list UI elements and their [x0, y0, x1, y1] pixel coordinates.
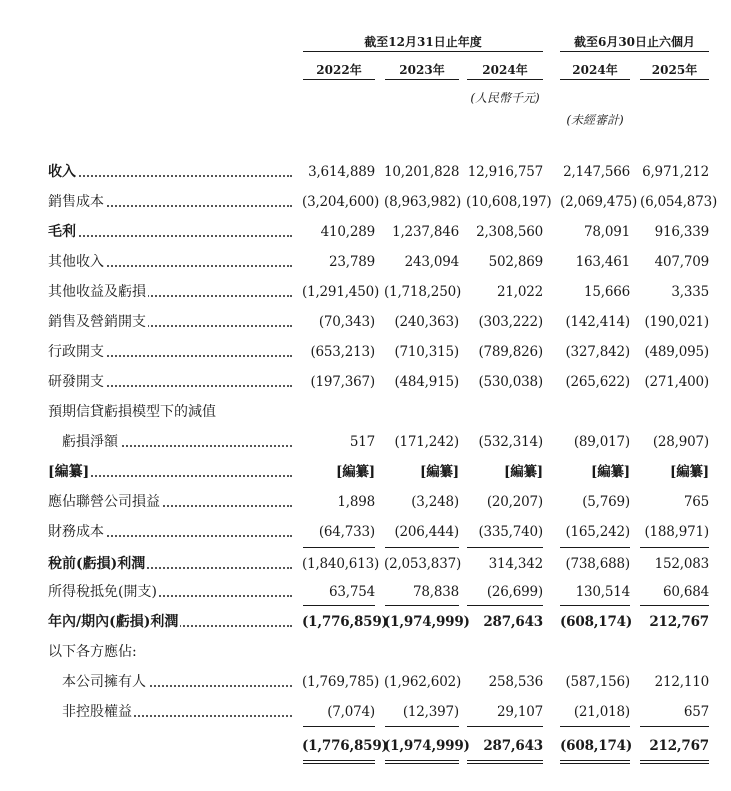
row-non-controlling [0, 700, 731, 724]
cell-value: (608,174) [560, 614, 633, 630]
subtotal-rule-b2 [385, 605, 459, 606]
row-finance-costs [0, 520, 731, 544]
cell-value: (2,053,837) [384, 556, 462, 572]
cell-value: (532,314) [478, 434, 543, 450]
cell-value: (738,688) [565, 556, 630, 572]
cell-value: (1,974,999) [384, 614, 470, 630]
total-double-rule-b2 [385, 763, 459, 764]
cell-value: 60,684 [662, 584, 709, 600]
row-label: [編纂] [48, 460, 292, 484]
row-selling-marketing [0, 310, 731, 334]
cell-value: 63,754 [328, 584, 375, 600]
cell-value: (1,776,859) [302, 738, 388, 754]
cell-value: (530,038) [478, 374, 543, 390]
total-top-rule-5 [640, 726, 709, 727]
total-double-rule-a4 [560, 760, 630, 761]
row-admin-expenses [0, 340, 731, 364]
row-cost-of-sales [0, 190, 731, 214]
cell-value: 130,514 [575, 584, 630, 600]
total-double-rule-b4 [560, 763, 630, 764]
header-group-annual-rule [303, 51, 543, 52]
subtotal-rule-b5 [640, 605, 709, 606]
cell-value: (2,069,475) [560, 194, 638, 210]
cell-value: (3,204,600) [302, 194, 380, 210]
cell-value: 78,838 [412, 584, 459, 600]
cell-value: 916,339 [654, 224, 709, 240]
cell-value: 287,643 [483, 738, 543, 754]
cell-value: (188,971) [644, 524, 709, 540]
header-rule-3 [467, 79, 543, 80]
cell-value: 1,898 [337, 494, 375, 510]
cell-value: [編纂] [420, 464, 459, 480]
cell-value: (271,400) [644, 374, 709, 390]
total-top-rule-1 [303, 726, 375, 727]
cell-value: 78,091 [583, 224, 630, 240]
total-double-rule-a3 [467, 760, 543, 761]
cell-value: (190,021) [644, 314, 709, 330]
cell-value: 212,110 [654, 674, 709, 690]
row-label: 研發開支 [48, 370, 292, 394]
cell-value: (7,074) [327, 704, 375, 720]
cell-value: (1,769,785) [302, 674, 380, 690]
cell-value: 410,289 [320, 224, 375, 240]
cell-value: (1,291,450) [302, 284, 380, 300]
header-year-2022: 2022年 [316, 63, 362, 77]
cell-value: (1,974,999) [384, 738, 470, 754]
cell-value: 21,022 [496, 284, 543, 300]
total-double-rule-a5 [640, 760, 709, 761]
cell-value: (8,963,982) [384, 194, 462, 210]
cell-value: (165,242) [565, 524, 630, 540]
cell-value: (6,054,873) [640, 194, 718, 210]
unit-note: (人民幣千元) [470, 91, 540, 105]
cell-value: (12,397) [402, 704, 459, 720]
cell-value: 23,789 [328, 254, 375, 270]
cell-value: 258,536 [488, 674, 543, 690]
header-rule-4 [560, 79, 630, 80]
cell-value: (335,740) [478, 524, 543, 540]
cell-value: (142,414) [565, 314, 630, 330]
cell-value: (10,608,197) [466, 194, 552, 210]
cell-value: [編纂] [336, 464, 375, 480]
row-redacted [0, 460, 731, 484]
row-label: 其他收入 [48, 250, 292, 274]
row-pretax-profit [0, 552, 731, 576]
total-top-rule-3 [467, 726, 543, 727]
row-label: 所得稅抵免(開支) [48, 580, 292, 604]
row-label: 本公司擁有人 [62, 670, 292, 694]
cell-value: 6,971,212 [642, 164, 709, 180]
row-rd-expenses [0, 370, 731, 394]
row-impairment-heading [0, 400, 731, 424]
row-other-income [0, 250, 731, 274]
cell-value: (587,156) [565, 674, 630, 690]
header-rule-5 [640, 79, 709, 80]
header-year-2024: 2024年 [482, 63, 528, 77]
cell-value: 1,237,846 [392, 224, 459, 240]
cell-value: 163,461 [575, 254, 630, 270]
row-other-gains-losses [0, 280, 731, 304]
cell-value: (3,248) [411, 494, 459, 510]
cell-value: (21,018) [573, 704, 630, 720]
cell-value: (484,915) [394, 374, 459, 390]
cell-value: (206,444) [394, 524, 459, 540]
total-top-rule-4 [560, 726, 630, 727]
cell-value: (1,962,602) [384, 674, 462, 690]
row-impairment-net [0, 430, 731, 454]
total-double-rule-b1 [303, 763, 375, 764]
row-income-tax [0, 580, 731, 604]
cell-value: 2,308,560 [476, 224, 543, 240]
header-period-2024: 2024年 [572, 63, 618, 77]
header-rule-2 [385, 79, 459, 80]
row-revenue [0, 160, 731, 184]
cell-value: (26,699) [486, 584, 543, 600]
subtotal-rule-b3 [467, 605, 543, 606]
header-rule-1 [303, 79, 375, 80]
cell-value: (28,907) [652, 434, 709, 450]
row-label: 行政開支 [48, 340, 292, 364]
total-double-rule-a1 [303, 760, 375, 761]
row-label: 非控股權益 [62, 700, 292, 724]
cell-value: [編纂] [591, 464, 630, 480]
cell-value: (5,769) [582, 494, 630, 510]
cell-value: 10,201,828 [384, 164, 460, 180]
cell-value: 12,916,757 [467, 164, 543, 180]
cell-value: 152,083 [654, 556, 709, 572]
row-label: 稅前(虧損)利潤 [48, 552, 292, 576]
row-net-profit [0, 610, 731, 634]
cell-value: 243,094 [404, 254, 459, 270]
cell-value: 502,869 [488, 254, 543, 270]
subtotal-rule-b4 [560, 605, 630, 606]
row-gross-profit [0, 220, 731, 244]
cell-value: 407,709 [654, 254, 709, 270]
cell-value: 3,335 [671, 284, 709, 300]
cell-value: (608,174) [560, 738, 633, 754]
cell-value: (653,213) [310, 344, 375, 360]
total-top-rule-2 [385, 726, 459, 727]
subtotal-rule-5 [640, 547, 709, 548]
cell-value: (240,363) [394, 314, 459, 330]
subtotal-rule-b1 [303, 605, 375, 606]
header-year-2023: 2023年 [399, 63, 445, 77]
cell-value: 2,147,566 [563, 164, 630, 180]
subtotal-rule-4 [560, 547, 630, 548]
cell-value: (489,095) [644, 344, 709, 360]
row-label: 財務成本 [48, 520, 292, 544]
header-group-interim-rule [560, 51, 709, 52]
row-label: 銷售成本 [48, 190, 292, 214]
row-label: 毛利 [48, 220, 292, 244]
cell-value: 29,107 [496, 704, 543, 720]
row-owners [0, 670, 731, 694]
row-label: 預期信貸虧損模型下的減值 [48, 404, 216, 420]
header-group-annual: 截至12月31日止年度 [364, 35, 482, 49]
row-attributable-heading [0, 640, 731, 664]
total-double-rule-a2 [385, 760, 459, 761]
cell-value: (197,367) [310, 374, 375, 390]
cell-value: (1,718,250) [384, 284, 462, 300]
cell-value: 3,614,889 [308, 164, 375, 180]
row-label: 年內/期內(虧損)利潤 [48, 610, 292, 634]
cell-value: 765 [683, 494, 709, 510]
cell-value: (89,017) [573, 434, 630, 450]
cell-value: (789,826) [478, 344, 543, 360]
cell-value: (171,242) [394, 434, 459, 450]
subtotal-rule-2 [385, 547, 459, 548]
cell-value: [編纂] [504, 464, 543, 480]
cell-value: (70,343) [318, 314, 375, 330]
cell-value: (1,840,613) [302, 556, 380, 572]
cell-value: 15,666 [583, 284, 630, 300]
cell-value: 212,767 [649, 738, 709, 754]
subtotal-rule-3 [467, 547, 543, 548]
cell-value: (64,733) [318, 524, 375, 540]
total-double-rule-b5 [640, 763, 709, 764]
cell-value: 212,767 [649, 614, 709, 630]
cell-value: 314,342 [488, 556, 543, 572]
unaudited-note: (未經審計) [566, 113, 624, 127]
cell-value: 657 [683, 704, 709, 720]
cell-value: (1,776,859) [302, 614, 388, 630]
row-label: 收入 [48, 160, 292, 184]
row-label: 銷售及營銷開支 [48, 310, 292, 334]
header-period-2025: 2025年 [651, 63, 698, 77]
total-double-rule-b3 [467, 763, 543, 764]
cell-value: (20,207) [486, 494, 543, 510]
row-total [0, 734, 731, 758]
row-label: 應佔聯營公司損益 [48, 490, 292, 514]
subtotal-rule-1 [303, 547, 375, 548]
cell-value: (327,842) [565, 344, 630, 360]
row-label: 虧損淨額 [62, 430, 292, 454]
header-group-interim: 截至6月30日止六個月 [573, 35, 696, 49]
cell-value: 517 [349, 434, 375, 450]
row-label: 以下各方應佔: [48, 644, 137, 660]
cell-value: (303,222) [478, 314, 543, 330]
cell-value: (710,315) [394, 344, 459, 360]
cell-value: 287,643 [483, 614, 543, 630]
row-share-of-associates [0, 490, 731, 514]
cell-value: [編纂] [670, 464, 709, 480]
row-label: 其他收益及虧損 [48, 280, 292, 304]
cell-value: (265,622) [565, 374, 630, 390]
